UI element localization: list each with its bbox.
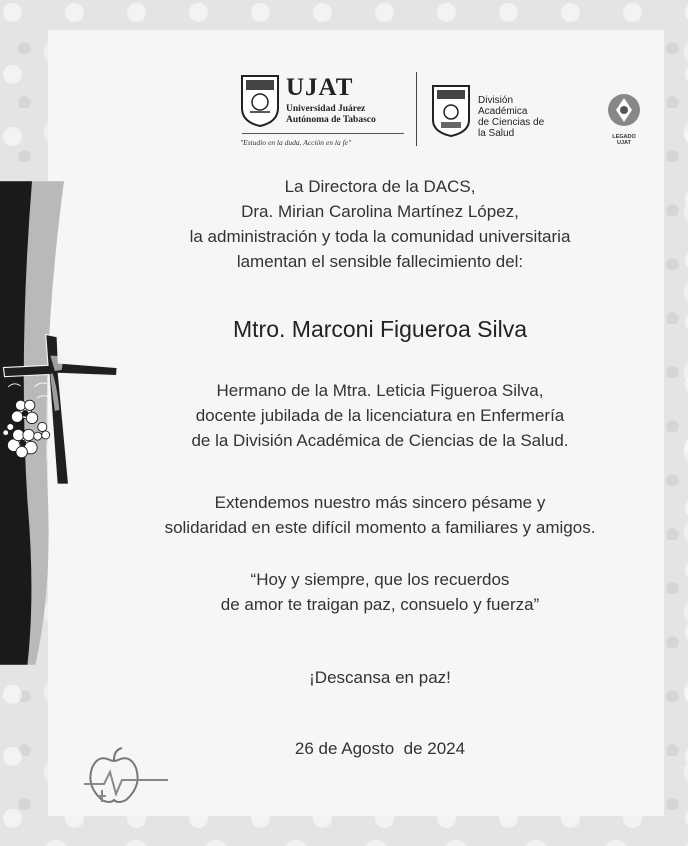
rest-in-peace: ¡Descansa en paz!: [309, 668, 451, 687]
legado-line-2: UJAT: [617, 140, 631, 146]
ujat-subtitle-line-2: Autónoma de Tabasco: [286, 115, 376, 125]
dacs-line-1: División: [478, 95, 514, 106]
logo-divider: [416, 72, 417, 146]
relation-line-1: Hermano de la Mtra. Leticia Figueroa Silva,: [216, 381, 544, 400]
ujat-divider: [242, 133, 404, 134]
relation-line-2: docente jubilada de la licenciatura en Enfermería: [195, 406, 565, 425]
intro-line-4: lamentan el sensible fallecimiento del:: [236, 252, 524, 271]
condolence-line-1: Extendemos nuestro más sincero pésame y: [214, 493, 546, 512]
intro-line-2: Dra. Mirian Carolina Martínez López,: [241, 202, 519, 221]
dacs-line-2: Académica: [478, 106, 528, 117]
ujat-crest-icon: [240, 72, 280, 128]
deceased-name: Mtro. Marconi Figueroa Silva: [233, 316, 527, 342]
condolence-line-2: solidaridad en este difícil momento a familiares y amigos.: [164, 518, 596, 537]
legado-icon: [606, 92, 642, 128]
date: 26 de Agosto de 2024: [294, 739, 466, 758]
ujat-motto: "Estudio en la duda. Acción en la fe": [240, 138, 352, 147]
ujat-title: UJAT: [286, 74, 354, 101]
dacs-crest-icon: [431, 84, 471, 138]
intro-paragraph: [120, 174, 640, 274]
left-decorative-panel: [0, 0, 120, 846]
dacs-name: [478, 95, 544, 139]
quote-line-1: “Hoy y siempre, que los recuerdos: [250, 570, 510, 589]
legado-line-1: LEGADO: [612, 134, 636, 140]
intro-line-1: La Directora de la DACS,: [284, 177, 476, 196]
dacs-line-4: la Salud: [478, 128, 515, 139]
relation-line-3: de la División Académica de Ciencias de la Salud.: [191, 431, 569, 450]
ujat-subtitle-line-1: Universidad Juárez: [286, 104, 366, 114]
dacs-line-3: de Ciencias de: [478, 117, 545, 128]
condolence-paragraph: [120, 490, 640, 540]
quote-line-2: de amor te traigan paz, consuelo y fuerza”: [220, 595, 540, 614]
intro-line-3: la administración y toda la comunidad universitaria: [189, 227, 571, 246]
ujat-subtitle: [286, 104, 411, 126]
quote-paragraph: [120, 567, 640, 617]
legado-ujat-logo: [602, 92, 646, 146]
health-apple-icon: [80, 746, 172, 810]
header-logos: [240, 70, 660, 150]
relation-paragraph: [120, 378, 640, 453]
